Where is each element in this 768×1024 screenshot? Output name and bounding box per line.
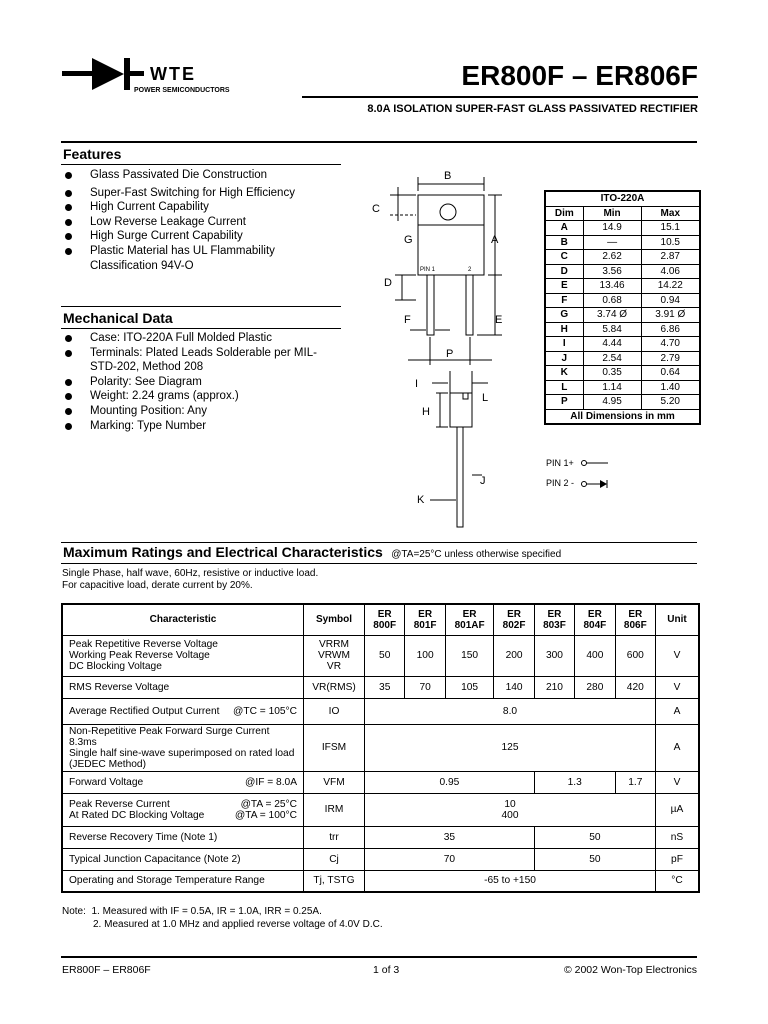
footer-right: © 2002 Won-Top Electronics: [563, 964, 697, 976]
mechanical-heading-rule: [61, 328, 341, 329]
value-cell: 105: [445, 676, 494, 698]
dim-col-header: Dim: [545, 206, 583, 221]
dim-col-header: Min: [583, 206, 641, 221]
dim-label-j: J: [480, 475, 486, 487]
symbol-cell: trr: [304, 826, 365, 848]
part-prefix: ER: [507, 608, 522, 620]
dim-name: B: [545, 235, 583, 250]
col-part: [405, 604, 445, 635]
dim-name: G: [545, 308, 583, 323]
logo-text: WTE: [150, 64, 196, 84]
part-prefix: ER: [628, 608, 643, 620]
pin1-plus-label: PIN 1+: [546, 458, 574, 468]
dim-name: D: [545, 264, 583, 279]
dim-max: 4.70: [641, 337, 700, 352]
symbol-line: VRRM: [319, 639, 349, 650]
characteristic-cell: Typical Junction Capacitance (Note 2): [62, 848, 304, 870]
list-item: High Surge Current Capability: [63, 229, 343, 244]
col-part: [445, 604, 494, 635]
dim-max: 6.86: [641, 322, 700, 337]
dim-label-h: H: [422, 406, 430, 418]
dim-max: 2.79: [641, 351, 700, 366]
characteristic-cell: [62, 793, 304, 826]
value-cell: 50: [365, 635, 405, 676]
dim-name: F: [545, 293, 583, 308]
table-row: [545, 221, 700, 236]
value-cell: 200: [494, 635, 534, 676]
dim-name: L: [545, 380, 583, 395]
ratings-top-rule: [61, 542, 697, 543]
ratings-condition: @TA=25°C unless otherwise specified: [391, 549, 562, 560]
pin1-label: PIN 1: [420, 267, 436, 273]
dim-max: 3.91 Ø: [641, 308, 700, 323]
dim-min: 0.35: [583, 366, 641, 381]
dim-max: 5.20: [641, 395, 700, 410]
col-part: [494, 604, 534, 635]
value-cell: 210: [534, 676, 574, 698]
logo: [62, 56, 232, 100]
mechanical-top-rule: [61, 306, 341, 307]
unit-cell: V: [656, 635, 700, 676]
col-part: [575, 604, 615, 635]
table-row: [545, 351, 700, 366]
value-cell: 1.7: [615, 771, 655, 793]
logo-subtitle: POWER SEMICONDUCTORS: [134, 87, 230, 94]
dim-label-e: E: [495, 314, 503, 326]
pin2-label: 2: [468, 267, 472, 273]
list-item: Marking: Type Number: [63, 419, 338, 434]
value-cell: 280: [575, 676, 615, 698]
symbol-cell: [304, 635, 365, 676]
value-cell: [365, 793, 656, 826]
dim-min: 4.95: [583, 395, 641, 410]
footer-page: 1 of 3: [373, 964, 400, 976]
dim-label-d: D: [384, 277, 392, 289]
value-line: 10: [504, 798, 516, 810]
char-label: Forward Voltage: [69, 776, 144, 788]
dimensions-footer: All Dimensions in mm: [545, 409, 700, 424]
features-heading-rule: [61, 164, 341, 165]
char-line: (JEDEC Method): [69, 758, 146, 770]
table-row: [62, 724, 699, 771]
header-rule: [302, 96, 698, 98]
dim-name: I: [545, 337, 583, 352]
dimensions-table: [544, 190, 701, 425]
value-cell: 70: [365, 848, 535, 870]
table-row: [545, 380, 700, 395]
characteristic-cell: RMS Reverse Voltage: [62, 676, 304, 698]
symbol-cell: Cj: [304, 848, 365, 870]
mechanical-list: [63, 331, 338, 433]
dim-min: 13.46: [583, 279, 641, 294]
col-part: [365, 604, 405, 635]
symbol-line: VR: [326, 661, 342, 672]
unit-cell: pF: [656, 848, 700, 870]
value-cell: 50: [534, 826, 655, 848]
dim-max: 0.64: [641, 366, 700, 381]
symbol-cell: IRM: [304, 793, 365, 826]
page-subtitle: 8.0A ISOLATION SUPER-FAST GLASS PASSIVATED RECTIFIER: [367, 103, 698, 115]
dim-min: 4.44: [583, 337, 641, 352]
dim-min: 14.9: [583, 221, 641, 236]
dim-max: 1.40: [641, 380, 700, 395]
char-line: Non-Repetitive Peak Forward Surge Current 8.3ms: [69, 725, 270, 748]
table-row: [62, 870, 699, 892]
unit-cell: A: [656, 724, 700, 771]
dim-label-a: A: [491, 234, 499, 246]
table-row: [62, 771, 699, 793]
dim-min: 1.14: [583, 380, 641, 395]
symbol-cell: IO: [304, 698, 365, 724]
page-title: ER800F – ER806F: [461, 60, 698, 91]
dim-min: —: [583, 235, 641, 250]
char-label: At Rated DC Blocking Voltage: [69, 809, 205, 821]
char-line: Peak Repetitive Reverse Voltage: [69, 639, 218, 650]
dimensions-package: ITO-220A: [545, 191, 700, 206]
value-cell: 420: [615, 676, 655, 698]
part-prefix: ER: [587, 608, 602, 620]
note-2: 2. Measured at 1.0 MHz and applied reverse voltage of 4.0V D.C.: [93, 919, 383, 930]
char-label: Average Rectified Output Current: [69, 705, 220, 717]
unit-cell: µA: [656, 793, 700, 826]
unit-cell: V: [656, 676, 700, 698]
list-item: Super-Fast Switching for High Efficiency: [63, 186, 343, 201]
part-suffix: 802F: [502, 619, 526, 631]
part-prefix: ER: [418, 608, 433, 620]
unit-cell: nS: [656, 826, 700, 848]
dim-max: 2.87: [641, 250, 700, 265]
ratings-heading: Maximum Ratings and Electrical Characteristics: [63, 544, 383, 560]
part-suffix: 803F: [543, 619, 566, 631]
col-part: [615, 604, 655, 635]
dim-label-c: C: [372, 203, 380, 215]
part-suffix: 804F: [583, 619, 607, 631]
table-row: [62, 826, 699, 848]
list-item: Plastic Material has UL Flammability Classification 94V-O: [63, 244, 320, 273]
list-item: Case: ITO-220A Full Molded Plastic: [63, 331, 338, 346]
list-item: Polarity: See Diagram: [63, 375, 338, 390]
table-row: [545, 366, 700, 381]
part-suffix: 801F: [413, 619, 437, 631]
note-1: Note: 1. Measured with IF = 0.5A, IR = 1.0A, IRR = 0.25A.: [62, 906, 322, 917]
char-line: DC Blocking Voltage: [69, 661, 162, 672]
char-line: Single half sine-wave superimposed on rated load: [69, 747, 295, 759]
table-row: [545, 395, 700, 410]
ratings-note-2: For capacitive load, derate current by 20%.: [62, 580, 253, 591]
table-row: [545, 322, 700, 337]
table-row: [545, 293, 700, 308]
footer-left: ER800F – ER806F: [62, 964, 151, 976]
dim-col-header: Max: [641, 206, 700, 221]
value-cell: 70: [405, 676, 445, 698]
features-heading: Features: [63, 146, 122, 162]
table-row: [545, 235, 700, 250]
dim-max: 0.94: [641, 293, 700, 308]
value-cell: 100: [405, 635, 445, 676]
dim-name: P: [545, 395, 583, 410]
value-cell: 140: [494, 676, 534, 698]
package-outline-drawing: [360, 165, 540, 535]
part-prefix: ER: [547, 608, 562, 620]
dim-min: 5.84: [583, 322, 641, 337]
list-item: Terminals: Plated Leads Solderable per MIL-STD-202, Method 208: [63, 346, 325, 375]
table-row: [545, 264, 700, 279]
value-cell: 1.3: [534, 771, 615, 793]
characteristic-cell: Operating and Storage Temperature Range: [62, 870, 304, 892]
characteristic-cell: [62, 698, 304, 724]
table-row: [62, 793, 699, 826]
value-cell: -65 to +150: [365, 870, 656, 892]
dim-label-b: B: [444, 170, 452, 182]
table-row: [545, 308, 700, 323]
value-cell: 300: [534, 635, 574, 676]
dim-label-g: G: [404, 234, 413, 246]
dim-max: 14.22: [641, 279, 700, 294]
dim-min: 3.74 Ø: [583, 308, 641, 323]
char-line: Working Peak Reverse Voltage: [69, 650, 210, 661]
table-row: [62, 676, 699, 698]
dim-min: 2.62: [583, 250, 641, 265]
ratings-heading-rule: [61, 563, 697, 564]
characteristic-cell: Reverse Recovery Time (Note 1): [62, 826, 304, 848]
characteristic-cell: [62, 771, 304, 793]
part-suffix: 801AF: [454, 619, 485, 631]
features-top-rule: [61, 141, 697, 143]
footer-rule: [61, 956, 697, 958]
value-cell: 0.95: [365, 771, 535, 793]
value-cell: 35: [365, 826, 535, 848]
dim-name: E: [545, 279, 583, 294]
col-part: [534, 604, 574, 635]
ratings-note-1: Single Phase, half wave, 60Hz, resistive or inductive load.: [62, 568, 319, 579]
value-cell: 150: [445, 635, 494, 676]
symbol-cell: Tj, TSTG: [304, 870, 365, 892]
dim-label-l: L: [482, 392, 489, 404]
ratings-heading-row: [63, 544, 561, 562]
value-cell: 400: [575, 635, 615, 676]
table-row: [62, 635, 699, 676]
value-line: 400: [501, 809, 519, 821]
dim-label-p: P: [446, 348, 454, 360]
list-item: Glass Passivated Die Construction: [63, 168, 343, 183]
dim-min: 0.68: [583, 293, 641, 308]
value-cell: 125: [365, 724, 656, 771]
dim-label-i: I: [415, 378, 419, 390]
characteristic-cell: [62, 724, 304, 771]
symbol-cell: VFM: [304, 771, 365, 793]
features-list: [63, 168, 343, 273]
table-row: [545, 279, 700, 294]
char-condition: @TA = 25°C: [240, 798, 297, 810]
dim-label-k: K: [417, 494, 425, 506]
dim-label-f: F: [404, 314, 411, 326]
char-condition: @IF = 8.0A: [245, 776, 297, 788]
mechanical-heading: Mechanical Data: [63, 310, 173, 326]
unit-cell: A: [656, 698, 700, 724]
dim-min: 3.56: [583, 264, 641, 279]
symbol-line: VRWM: [317, 650, 351, 661]
pin2-minus-label: PIN 2 -: [546, 478, 575, 488]
char-label: Peak Reverse Current: [69, 798, 170, 810]
value-cell: 8.0: [365, 698, 656, 724]
value-cell: 35: [365, 676, 405, 698]
polarity-diagram: [546, 455, 646, 495]
part-prefix: ER: [462, 608, 477, 620]
dim-name: A: [545, 221, 583, 236]
char-condition: @TC = 105°C: [233, 705, 297, 717]
ratings-table: [61, 603, 700, 893]
table-row: [62, 848, 699, 870]
dim-name: H: [545, 322, 583, 337]
list-item: High Current Capability: [63, 200, 343, 215]
unit-cell: V: [656, 771, 700, 793]
char-condition: @TA = 100°C: [234, 809, 297, 821]
diode-symbol-icon: [580, 455, 640, 495]
table-row: [62, 698, 699, 724]
part-suffix: 806F: [623, 619, 647, 631]
symbol-cell: VR(RMS): [304, 676, 365, 698]
value-cell: 600: [615, 635, 655, 676]
characteristic-cell: [62, 635, 304, 676]
symbol-cell: IFSM: [304, 724, 365, 771]
col-symbol: Symbol: [304, 604, 365, 635]
dim-name: J: [545, 351, 583, 366]
dim-max: 15.1: [641, 221, 700, 236]
list-item: Mounting Position: Any: [63, 404, 338, 419]
dim-name: K: [545, 366, 583, 381]
table-row: [545, 337, 700, 352]
unit-cell: °C: [656, 870, 700, 892]
part-prefix: ER: [377, 608, 392, 620]
dim-max: 4.06: [641, 264, 700, 279]
col-characteristic: Characteristic: [62, 604, 304, 635]
value-cell: 50: [534, 848, 655, 870]
list-item: Weight: 2.24 grams (approx.): [63, 389, 338, 404]
list-item: Low Reverse Leakage Current: [63, 215, 343, 230]
table-row: [545, 250, 700, 265]
dim-max: 10.5: [641, 235, 700, 250]
col-unit: Unit: [656, 604, 700, 635]
dim-min: 2.54: [583, 351, 641, 366]
part-suffix: 800F: [373, 619, 397, 631]
dim-name: C: [545, 250, 583, 265]
